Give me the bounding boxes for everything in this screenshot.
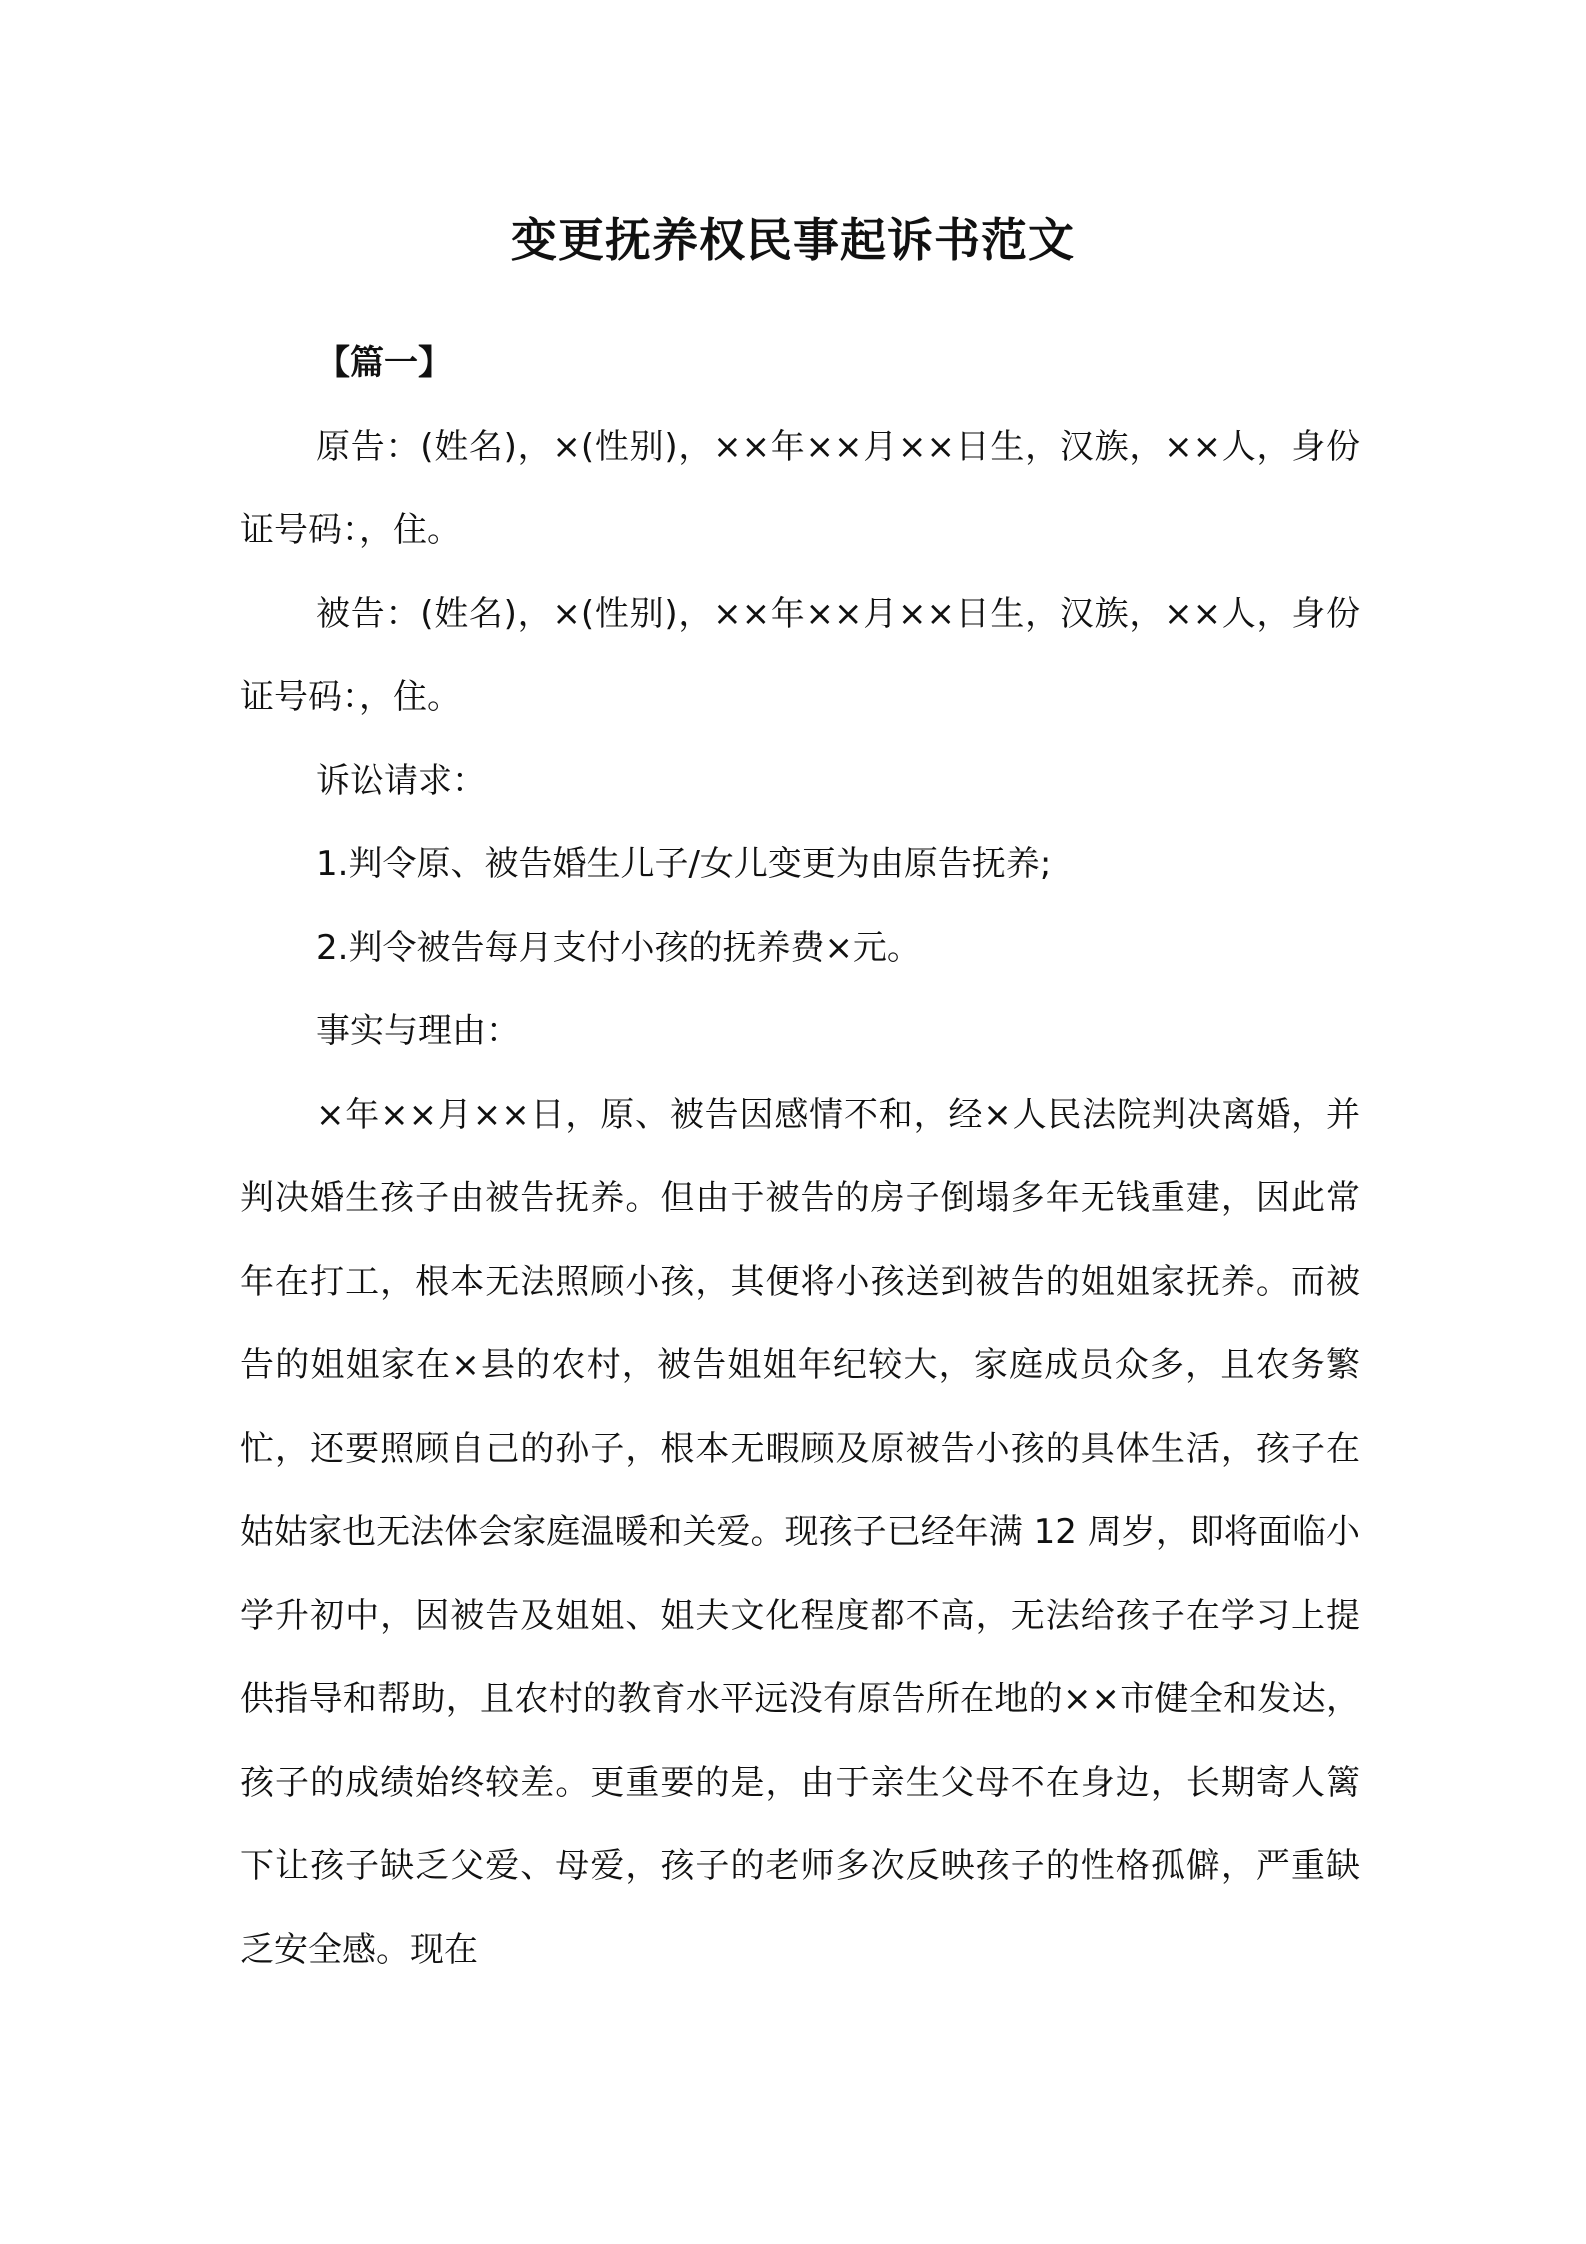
facts-paragraph: ×年××月××日，原、被告因感情不和，经×人民法院判决离婚，并判决婚生孩子由被告抚养。但由于被告的房子倒塌多年无钱重建，因此常年在打工，根本无法照顾小孩，其便将小孩送到被告的姐姐家抚养。而被告的姐姐家在×县的农村，被告姐姐年纪较大，家庭成员众多，且农务繁忙，还要照顾自己的孙子，根本无暇顾及原被告小孩的具体生活，孩子在姑姑家也无法体会家庭温暖和关爱。现孩子已经年满 12 周岁，即将面临小学升初中，因被告及姐姐、姐夫文化程度都不高，无法给孩子在学习上提供指导和帮助，且农村的教育水平远没有原告所在地的××市健全和发达，孩子的成绩始终较差。更重要的是，由于亲生父母不在身边，长期寄人篱下让孩子缺乏父爱、母爱，孩子的老师多次反映孩子的性格孤僻，严重缺乏安全感。现在 [240,1094,1360,1970]
document-title: 变更抚养权民事起诉书范文 [511,213,1075,267]
claim-item-1: 1.判令原、被告婚生儿子/女儿变更为由原告抚养; [316,844,1052,884]
facts-heading: 事实与理由： [316,1011,520,1051]
claims-heading: 诉讼请求： [316,760,486,801]
plaintiff-paragraph: 原告：(姓名)，×(性别)，××年××月××日生，汉族，××人，身份证号码：，住。 [240,426,1360,550]
defendant-paragraph: 被告：(姓名)，×(性别)，××年××月××日生，汉族，××人，身份证号码：，住。 [240,593,1360,717]
claim-item-2: 2.判令被告每月支付小孩的抚养费×元。 [316,927,921,968]
document-body [240,322,1360,1992]
section-label: 【篇一】 [316,343,452,383]
